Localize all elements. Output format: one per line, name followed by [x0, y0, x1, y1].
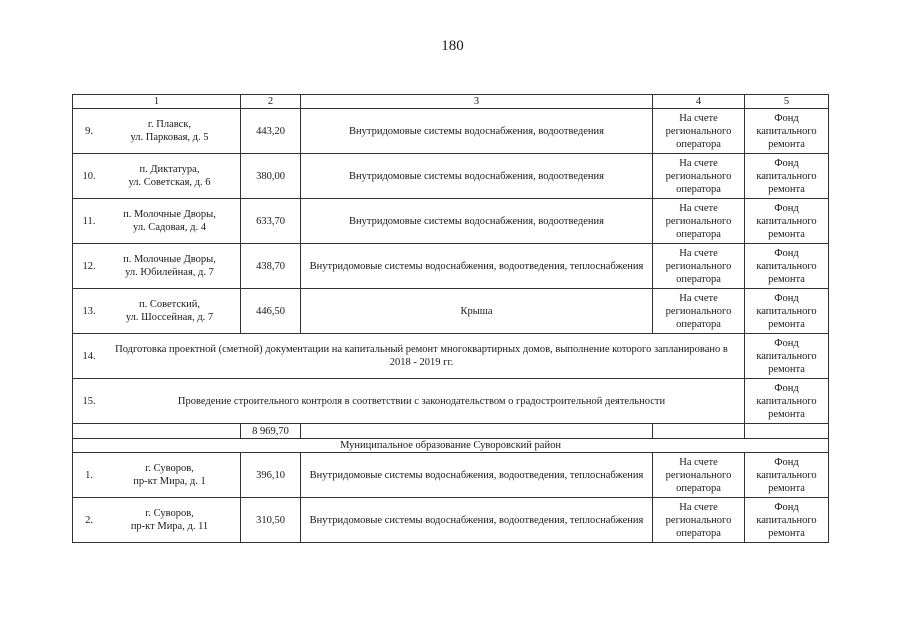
work-type-cell: Внутридомовые системы водоснабжения, водоотведения, теплоснабжения [301, 498, 653, 543]
empty-cell [745, 424, 829, 439]
merged-description-cell [73, 334, 745, 379]
fund-cell: Фонд капитального ремонта [745, 244, 829, 289]
address-line: пр-кт Мира, д. 11 [130, 521, 209, 532]
total-row [73, 424, 829, 439]
address-line: ул. Шоссейная, д. 7 [125, 312, 214, 323]
page-number: 180 [441, 38, 464, 54]
district-heading-row [73, 439, 829, 453]
table-row [73, 498, 829, 543]
fund-cell: Фонд капитального ремонта [745, 109, 829, 154]
fund-cell: Фонд капитального ремонта [745, 334, 829, 379]
address-line: ул. Садовая, д. 4 [133, 222, 206, 233]
address-cell [73, 289, 241, 334]
address-cell [73, 453, 241, 498]
fund-cell: Фонд капитального ремонта [745, 154, 829, 199]
work-type-cell: Внутридомовые системы водоснабжения, водоотведения [301, 154, 653, 199]
account-cell: На счете регионального оператора [653, 244, 745, 289]
fund-cell: Фонд капитального ремонта [745, 379, 829, 424]
address-line: г. Суворов, [145, 508, 194, 519]
account-cell: На счете регионального оператора [653, 453, 745, 498]
empty-cell [653, 424, 745, 439]
address-cell [73, 244, 241, 289]
column-header: 3 [301, 95, 653, 109]
account-cell: На счете регионального оператора [653, 154, 745, 199]
work-type-cell: Внутридомовые системы водоснабжения, водоотведения, теплоснабжения [301, 244, 653, 289]
address-line: г. Суворов, [145, 463, 194, 474]
row-number: 12. [82, 260, 96, 272]
area-cell: 443,20 [241, 109, 301, 154]
work-type-cell: Крыша [301, 289, 653, 334]
table-row [73, 199, 829, 244]
row-number: 1. [85, 469, 93, 481]
address-line: п. Советский, [138, 299, 201, 310]
address-line: г. Плавск, [147, 119, 192, 130]
column-header: 1 [73, 95, 241, 109]
column-header: 2 [241, 95, 301, 109]
fund-cell: Фонд капитального ремонта [745, 498, 829, 543]
address-cell [73, 109, 241, 154]
account-cell: На счете регионального оператора [653, 498, 745, 543]
area-cell: 438,70 [241, 244, 301, 289]
address-line: пр-кт Мира, д. 1 [133, 476, 206, 487]
address-line: ул. Парковая, д. 5 [130, 132, 209, 143]
empty-cell [301, 424, 653, 439]
address-cell [73, 498, 241, 543]
area-cell: 380,00 [241, 154, 301, 199]
work-type-cell: Внутридомовые системы водоснабжения, водоотведения, теплоснабжения [301, 453, 653, 498]
address-line: п. Молочные Дворы, [123, 254, 216, 265]
repair-program-table [72, 94, 829, 543]
account-cell: На счете регионального оператора [653, 289, 745, 334]
area-cell: 396,10 [241, 453, 301, 498]
address-cell [73, 199, 241, 244]
empty-cell [73, 424, 241, 439]
row-number: 9. [85, 125, 93, 137]
address-cell [73, 154, 241, 199]
column-numbers-row [73, 95, 829, 109]
description-text: Проведение строительного контроля в соответствии с законодательством о градостроительной деятельности [177, 395, 666, 407]
account-cell: На счете регионального оператора [653, 199, 745, 244]
table-row [73, 109, 829, 154]
district-heading: Муниципальное образование Суворовский район [73, 439, 829, 453]
address-line: ул. Советская, д. 6 [128, 177, 211, 188]
table-row [73, 289, 829, 334]
table-row [73, 334, 829, 379]
fund-cell: Фонд капитального ремонта [745, 453, 829, 498]
description-text: Подготовка проектной (сметной) документации на капитальный ремонт многоквартирных домов, выполнение которого запланировано в 2018 - 2019 гг. [115, 344, 728, 368]
row-number: 13. [82, 305, 96, 317]
column-header: 4 [653, 95, 745, 109]
area-cell: 310,50 [241, 498, 301, 543]
address-line: ул. Юбилейная, д. 7 [125, 267, 214, 278]
address-line: п. Диктатура, [139, 164, 200, 175]
area-cell: 446,50 [241, 289, 301, 334]
work-type-cell: Внутридомовые системы водоснабжения, водоотведения [301, 199, 653, 244]
row-number: 14. [82, 350, 96, 362]
row-number: 10. [82, 170, 96, 182]
area-cell: 633,70 [241, 199, 301, 244]
total-area-cell: 8 969,70 [241, 424, 301, 439]
table-row [73, 244, 829, 289]
work-type-cell: Внутридомовые системы водоснабжения, водоотведения [301, 109, 653, 154]
table-row [73, 379, 829, 424]
fund-cell: Фонд капитального ремонта [745, 289, 829, 334]
fund-cell: Фонд капитального ремонта [745, 199, 829, 244]
merged-description-cell [73, 379, 745, 424]
row-number: 15. [82, 395, 96, 407]
column-header: 5 [745, 95, 829, 109]
table-row [73, 154, 829, 199]
row-number: 2. [85, 514, 93, 526]
row-number: 11. [82, 215, 96, 227]
account-cell: На счете регионального оператора [653, 109, 745, 154]
table-row [73, 453, 829, 498]
address-line: п. Молочные Дворы, [123, 209, 216, 220]
